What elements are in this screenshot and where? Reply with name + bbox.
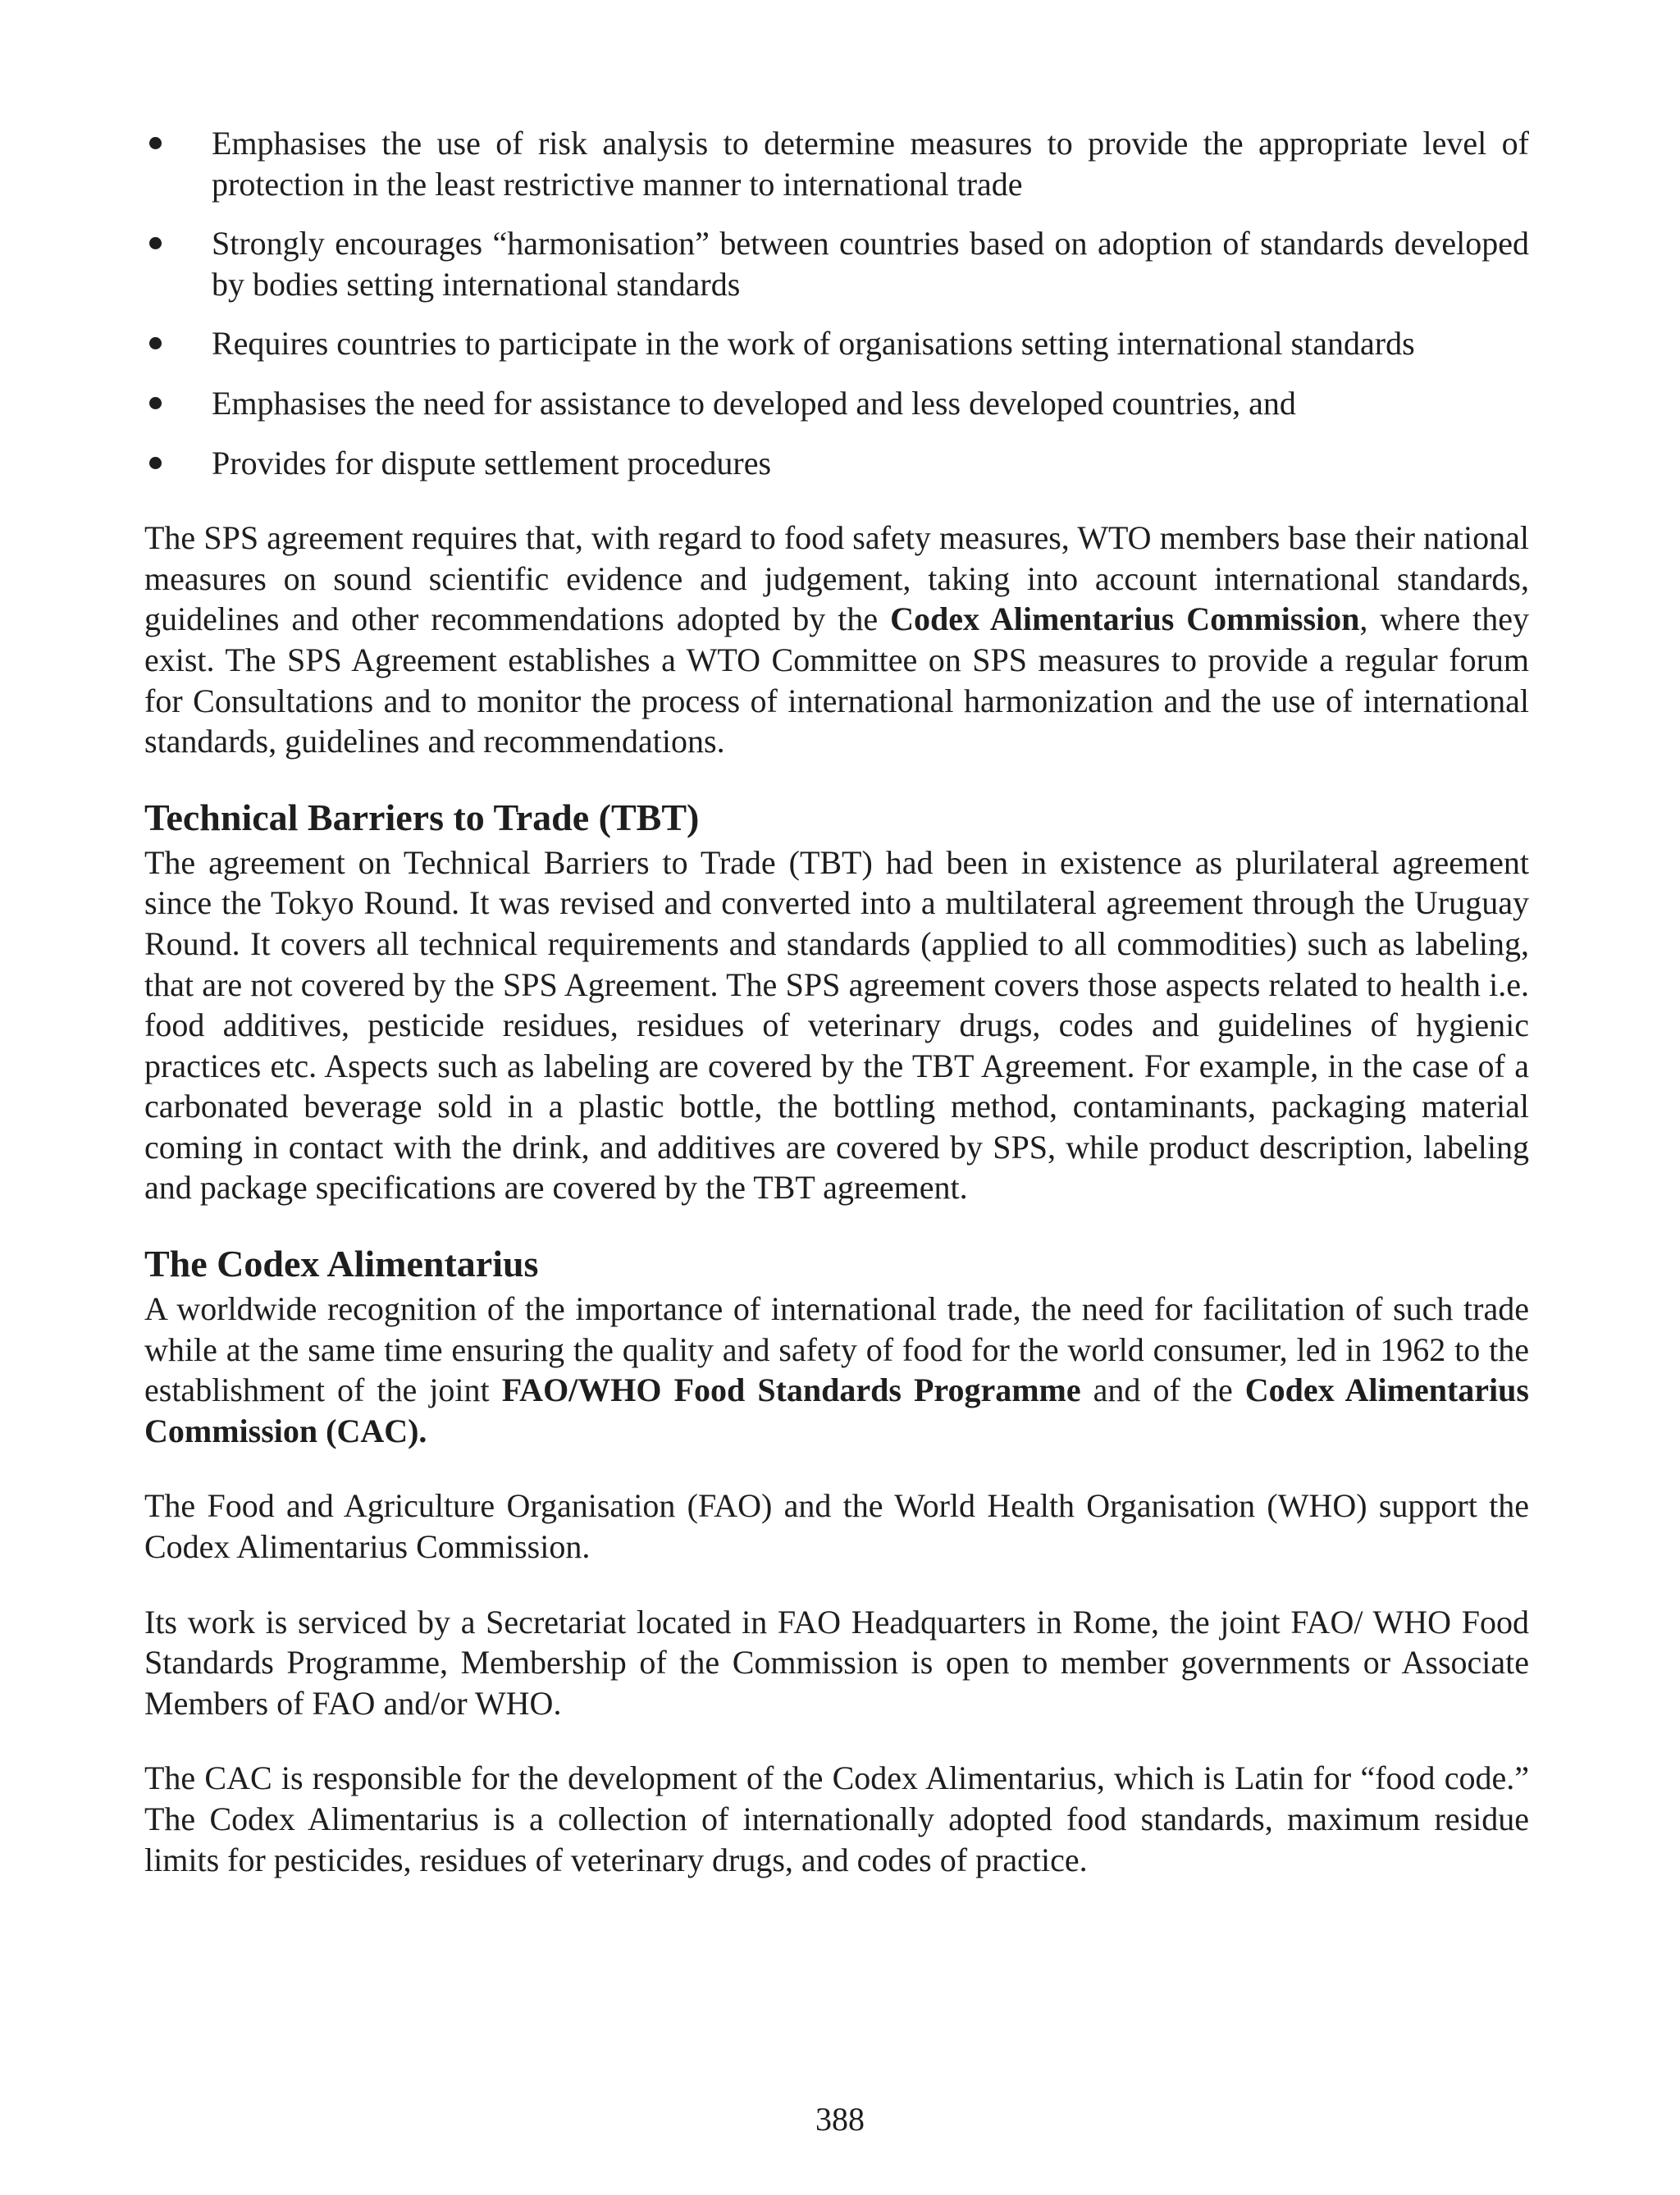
page-number: 388 [815, 2101, 865, 2138]
bullet-text: Provides for dispute settlement procedures [212, 444, 772, 481]
bullet-dot-icon [149, 237, 162, 249]
bullet-list [144, 123, 1529, 483]
document-page [144, 123, 1529, 1914]
bullet-text: Requires countries to participate in the work of organisations setting international standards [212, 325, 1415, 363]
tbt-paragraph: The agreement on Technical Barriers to Trade (TBT) had been in existence as plurilateral agreement since the Tokyo Round. It was revised and converted into a multilateral agreement through the Uruguay Round. It covers all technical requirements and standards (applied to all commodities) such as labeling, that are not covered by the SPS Agreement. The SPS agreement covers those aspects related to health i.e. food additives, pesticide residues, residues of veterinary drugs, codes and guidelines of hygienic practices etc. Aspects such as labeling are covered by the TBT Agreement. For example, in the case of a carbonated beverage sold in a plastic bottle, the bottling method, contaminants, packaging material coming in contact with the drink, and additives are covered by SPS, while product description, labeling and package specifications are covered by the TBT agreement. [144, 843, 1529, 1207]
sps-text-2: , where they exist. The SPS Agreement establishes a WTO Committee on SPS measures to provide a regular forum for Consultations and to monitor the process of international harmonization and the use of international standards, guidelines and recommendations. [144, 600, 1529, 760]
bullet-item [144, 223, 1529, 304]
codex-paragraph-1 [144, 1289, 1529, 1451]
bullet-item [144, 383, 1529, 424]
bullet-dot-icon [149, 137, 162, 149]
sps-paragraph [144, 518, 1529, 762]
bullet-text: Emphasises the use of risk analysis to determine measures to provide the appropriate level of protection in the least restrictive manner to international trade [212, 125, 1529, 203]
codex-p1-text-1: A worldwide recognition of the importance of international trade, the need for facilitation of such trade while at the same time ensuring the quality and safety of food for the world consumer, led in 1962 to the establishment of the joint [144, 1290, 1529, 1409]
codex-p1-bold-programme: FAO/WHO Food Standards Programme [501, 1371, 1081, 1409]
codex-p1-text-2: and of the [1080, 1371, 1245, 1409]
bullet-item [144, 443, 1529, 484]
sps-text-1: The SPS agreement requires that, with regard to food safety measures, WTO members base their national measures on sound scientific evidence and judgement, taking into account international standards, guidelines and other recommendations adopted by the [144, 519, 1529, 638]
bullet-item [144, 123, 1529, 204]
codex-paragraph-4: The CAC is responsible for the development of the Codex Alimentarius, which is Latin for “food code.” The Codex Alimentarius is a collection of internationally adopted food standards, maximum residue limits for pesticides, residues of veterinary drugs, and codes of practice. [144, 1759, 1529, 1878]
tbt-heading: Technical Barriers to Trade (TBT) [144, 796, 700, 838]
codex-heading: The Codex Alimentarius [144, 1243, 539, 1285]
bullet-text: Emphasises the need for assistance to developed and less developed countries, and [212, 384, 1296, 422]
bullet-text: Strongly encourages “harmonisation” between countries based on adoption of standards developed by bodies setting international standards [212, 225, 1529, 303]
codex-p1-bold-cac: Codex Alimentarius Commission (CAC). [144, 1371, 1529, 1449]
codex-paragraph-3: Its work is serviced by a Secretariat located in FAO Headquarters in Rome, the joint FAO/ WHO Food Standards Programme, Membership of the Commission is open to member governments or Associate Members of FAO and/or WHO. [144, 1603, 1529, 1722]
sps-bold-codex: Codex Alimentarius Commission [890, 600, 1360, 638]
bullet-dot-icon [149, 397, 162, 409]
bullet-dot-icon [149, 337, 162, 349]
bullet-item [144, 323, 1529, 364]
codex-paragraph-2: The Food and Agriculture Organisation (FAO) and the World Health Organisation (WHO) support the Codex Alimentarius Commission. [144, 1487, 1529, 1566]
bullet-dot-icon [149, 457, 162, 469]
